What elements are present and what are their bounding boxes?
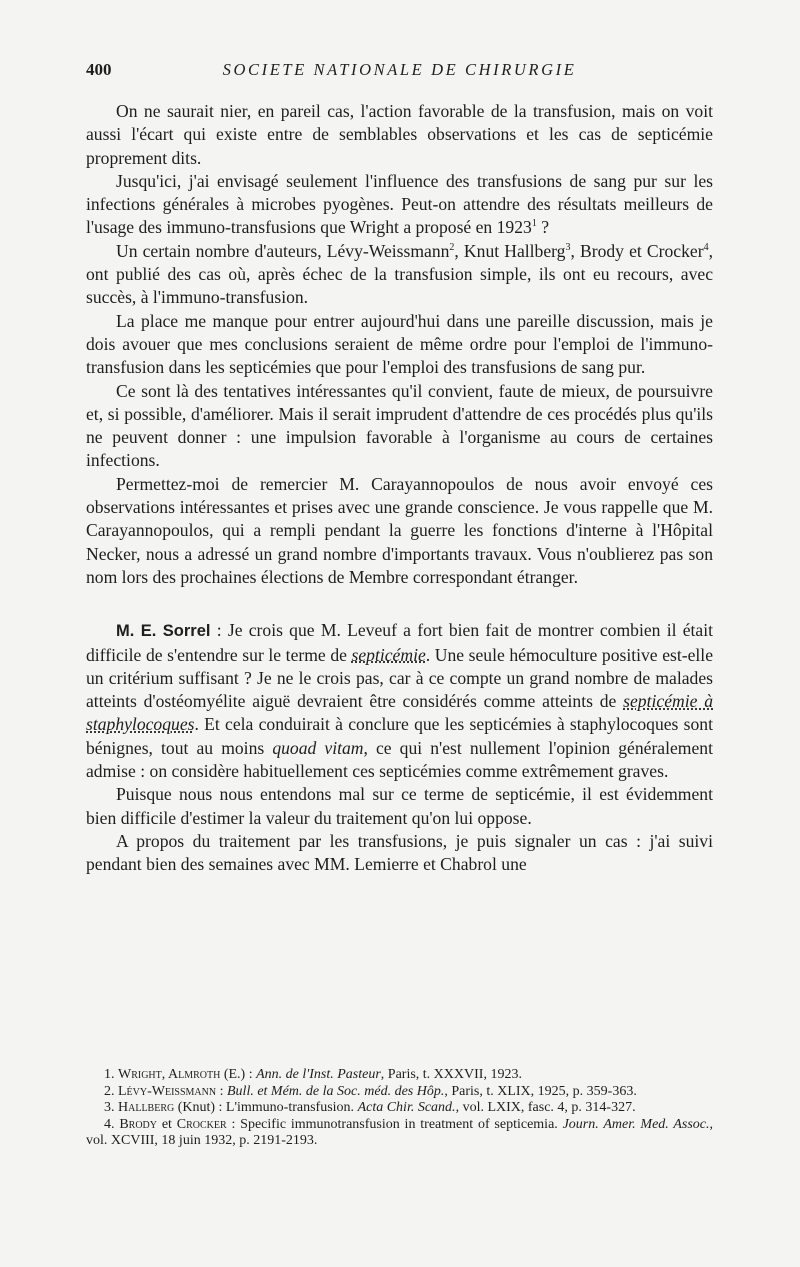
paragraph (86, 240, 713, 310)
footnote (86, 1117, 713, 1150)
paragraph-text: : Je crois que M. Leveuf a fort bien fait de montrer combien il était difficile de s'entendre sur le terme de (86, 620, 713, 665)
body-text (86, 100, 713, 877)
paragraph-text: , ce qui n'est nullement l'opinion généralement admise : on considère habituellement ces septicémies comme extrêmement graves. (86, 737, 713, 782)
paragraph (86, 100, 713, 170)
running-title: SOCIETE NATIONALE DE CHIRURGIE (222, 60, 577, 79)
paragraph-text: Puisque nous nous entendons mal sur ce terme de septicémie, il est évidemment bien difficile d'estimer la valeur du traitement qu'on lui oppose. (86, 784, 713, 828)
paragraph-text: La place me manque pour entrer aujourd'hui dans une pareille discussion, mais je dois avouer que mes conclusions seraient de même ordre pour l'emploi de l'immuno-transfusion dans les septicémies que pour l'emploi des transfusions de sang pur. (86, 310, 713, 378)
footnote-source: Bull. et Mém. de la Soc. méd. des Hôp. (227, 1083, 445, 1099)
paragraph (86, 170, 713, 240)
footnote (86, 1084, 713, 1101)
page-number: 400 (86, 60, 112, 79)
footnote-text: , vol. LXIX, fasc. 4, p. 314-327. (455, 1100, 636, 1115)
emphasized-term: quoad vitam (272, 737, 364, 758)
footnote-ref: 2 (449, 241, 455, 253)
paragraph-text: , ont publié des cas où, après échec de la transfusion simple, ils ont eu recours, avec succès, à l'immuno-transfusion. (86, 240, 713, 308)
footnote-number: 1. (104, 1067, 115, 1082)
paragraph-text: , Knut Hallberg (454, 240, 566, 261)
footnote-ref: 3 (565, 241, 571, 253)
paragraph-text: ? (536, 217, 550, 238)
emphasized-term: septicémie à staphylocoques (86, 691, 713, 735)
footnote-number: 2. (104, 1083, 115, 1099)
footnote (86, 1067, 713, 1084)
section-gap (86, 589, 713, 619)
footnote-author: Crocker (176, 1116, 227, 1132)
footnote-source: Ann. de l'Inst. Pasteur (256, 1067, 381, 1082)
paragraph-text: . Et cela conduirait à conclure que les septicémies à staphylocoques sont bénignes, tout au moins (86, 714, 713, 758)
paragraph (86, 619, 713, 783)
speaker-name: M. E. Sorrel (116, 622, 211, 641)
footnote-author: Hallberg (118, 1100, 175, 1115)
footnote-text: : Specific immunotransfusion in treatment of septicemia. (226, 1116, 563, 1132)
footnote-author: Wright, Almroth (118, 1067, 221, 1082)
footnote-source: Journ. Amer. Med. Assoc. (562, 1116, 710, 1132)
footnotes (86, 1067, 713, 1150)
footnote-ref: 4 (703, 241, 709, 253)
footnote-text: (Knut) : L'immuno-transfusion. (174, 1100, 358, 1115)
footnote-number: 4. (104, 1116, 115, 1132)
paragraph-text: Jusqu'ici, j'ai envisagé seulement l'influence des transfusions de sang pur sur les infections générales à microbes pyogènes. Peut-on attendre des résultats meilleurs de l'usage des immuno-transfusions que Wright a proposé en 1923 (86, 170, 713, 238)
page-header (86, 60, 713, 88)
paragraph-text: Un certain nombre d'auteurs, Lévy-Weissmann (116, 240, 450, 261)
paragraph-text: . Une seule hémoculture positive est-elle un critérium suffisant ? Je ne le crois pas, car à ce compte un grand nombre de malades atteints d'ostéomyélite aiguë devraient être considérés comme atteints de (86, 644, 713, 712)
paragraph (86, 473, 713, 589)
paragraph (86, 310, 713, 380)
paragraph-text: On ne saurait nier, en pareil cas, l'action favorable de la transfusion, mais on voit aussi l'écart qui existe entre de semblables observations et les cas de septicémie proprement dits. (86, 101, 713, 168)
paragraph-text: A propos du traitement par les transfusions, je puis signaler un cas : j'ai suivi pendant bien des semaines avec MM. Lemierre et Chabrol une (86, 830, 713, 875)
footnote-author: Lévy-Weissmann (118, 1083, 217, 1099)
footnote-text: , Paris, t. XLIX, 1925, p. 359-363. (444, 1083, 637, 1099)
paragraph-text: , Brody et Crocker (570, 240, 704, 261)
footnote-text: , vol. XCVIII, 18 juin 1932, p. 2191-2193. (86, 1116, 714, 1148)
paragraph-text: Permettez-moi de remercier M. Carayannopoulos de nous avoir envoyé ces observations intéressantes et prises avec une grande conscience. Je vous rappelle que M. Carayannopoulos, qui a rempli pendant la guerre les fonctions d'interne à l'Hôpital Necker, nous a adressé un grand nombre d'importants travaux. Vous n'oublierez pas son nom lors des prochaines élections de Membre correspondant étranger. (86, 473, 713, 587)
footnote-text: : (216, 1083, 227, 1099)
footnote-text: et (157, 1116, 177, 1132)
footnote-ref: 1 (531, 218, 537, 230)
paragraph (86, 380, 713, 473)
paragraph (86, 783, 713, 830)
footnote-source: Acta Chir. Scand. (357, 1100, 456, 1115)
footnote (86, 1100, 713, 1117)
footnote-text: (E.) : (220, 1067, 257, 1082)
footnote-number: 3. (104, 1100, 115, 1115)
footnote-author: Brody (119, 1116, 158, 1132)
footnote-text: , Paris, t. XXXVII, 1923. (380, 1067, 522, 1082)
emphasized-term: septicémie (351, 644, 426, 665)
paragraph (86, 830, 713, 877)
paragraph-text: Ce sont là des tentatives intéressantes qu'il convient, faute de mieux, de poursuivre et, si possible, d'améliorer. Mais il serait imprudent d'attendre de ces procédés plus qu'ils ne peuvent donner : une impulsion favorable à l'organisme au cours de certaines infections. (86, 380, 713, 471)
